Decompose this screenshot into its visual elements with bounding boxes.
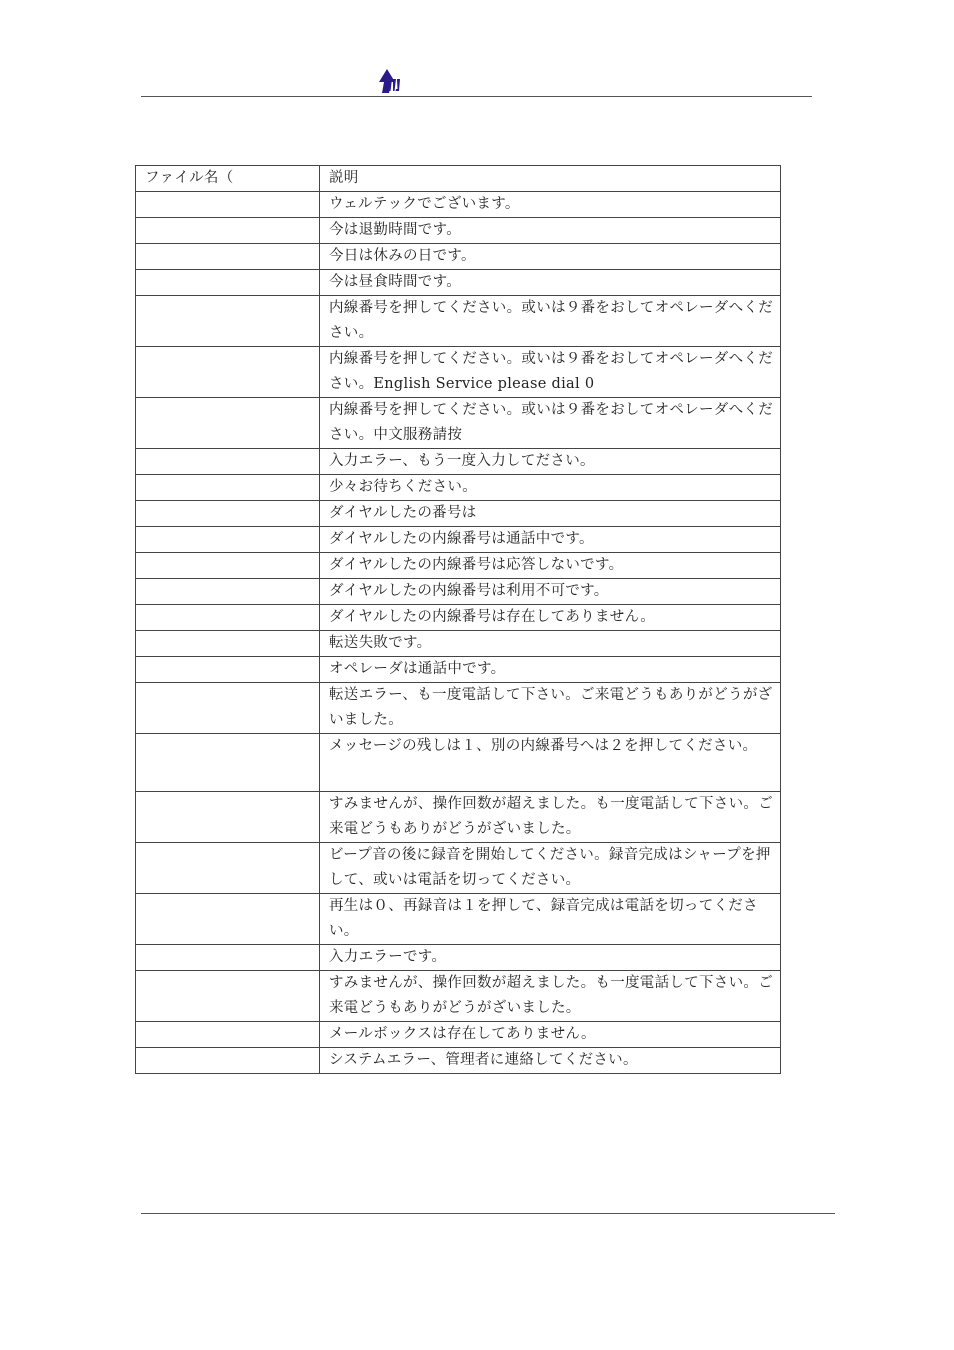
description-cell: 内線番号を押してください。或いは９番をおしてオペレーダへください。中文服務請按 bbox=[320, 398, 781, 449]
file-name-cell bbox=[136, 657, 320, 683]
table-header-row bbox=[136, 166, 781, 192]
file-name-cell bbox=[136, 579, 320, 605]
file-name-cell bbox=[136, 631, 320, 657]
description-cell: 今は退勤時間です。 bbox=[320, 218, 781, 244]
file-name-cell bbox=[136, 792, 320, 843]
description-cell: ウェルテックでございます。 bbox=[320, 192, 781, 218]
file-name-cell bbox=[136, 270, 320, 296]
header-rule bbox=[141, 96, 812, 97]
file-name-cell bbox=[136, 945, 320, 971]
file-name-cell bbox=[136, 192, 320, 218]
table-row bbox=[136, 734, 781, 792]
table-row bbox=[136, 1048, 781, 1074]
file-name-cell bbox=[136, 1022, 320, 1048]
table-row bbox=[136, 945, 781, 971]
table-row bbox=[136, 244, 781, 270]
file-name-header: ファイル名（ bbox=[136, 166, 320, 192]
description-cell: すみませんが、操作回数が超えました。も一度電話して下さい。ご来電どうもありがどうがざいました。 bbox=[320, 971, 781, 1022]
description-cell: 入力エラーです。 bbox=[320, 945, 781, 971]
file-name-cell bbox=[136, 244, 320, 270]
company-logo bbox=[376, 67, 406, 95]
table-row bbox=[136, 657, 781, 683]
file-name-cell bbox=[136, 683, 320, 734]
description-cell: メッセージの残しは１、別の内線番号へは２を押してください。 bbox=[320, 734, 781, 792]
file-name-cell bbox=[136, 218, 320, 244]
table-row bbox=[136, 398, 781, 449]
table-row bbox=[136, 527, 781, 553]
file-name-cell bbox=[136, 501, 320, 527]
description-cell: システムエラー、管理者に連絡してください。 bbox=[320, 1048, 781, 1074]
table-row bbox=[136, 605, 781, 631]
description-cell: メールボックスは存在してありません。 bbox=[320, 1022, 781, 1048]
description-cell: ビープ音の後に録音を開始してください。録音完成はシャープを押して、或いは電話を切ってください。 bbox=[320, 843, 781, 894]
table-row bbox=[136, 192, 781, 218]
description-cell: 少々お待ちください。 bbox=[320, 475, 781, 501]
table-row bbox=[136, 218, 781, 244]
table-row bbox=[136, 843, 781, 894]
description-cell: ダイヤルしたの内線番号は応答しないです。 bbox=[320, 553, 781, 579]
file-name-cell bbox=[136, 605, 320, 631]
file-name-cell bbox=[136, 475, 320, 501]
file-name-cell bbox=[136, 296, 320, 347]
description-header: 説明 bbox=[320, 166, 781, 192]
description-cell: 転送失敗です。 bbox=[320, 631, 781, 657]
description-cell: 内線番号を押してください。或いは９番をおしてオペレーダへください。 bbox=[320, 296, 781, 347]
voice-message-table bbox=[135, 165, 781, 1074]
description-cell: 入力エラー、もう一度入力してださい。 bbox=[320, 449, 781, 475]
description-cell: ダイヤルしたの内線番号は通話中です。 bbox=[320, 527, 781, 553]
table-row bbox=[136, 579, 781, 605]
file-name-cell bbox=[136, 449, 320, 475]
table-row bbox=[136, 449, 781, 475]
file-name-cell bbox=[136, 843, 320, 894]
file-name-cell bbox=[136, 894, 320, 945]
description-cell: 今日は休みの日です。 bbox=[320, 244, 781, 270]
table-row bbox=[136, 270, 781, 296]
table-row bbox=[136, 971, 781, 1022]
table-row bbox=[136, 296, 781, 347]
file-name-cell bbox=[136, 971, 320, 1022]
table-row bbox=[136, 501, 781, 527]
description-cell: すみませんが、操作回数が超えました。も一度電話して下さい。ご来電どうもありがどうがざいました。 bbox=[320, 792, 781, 843]
table-row bbox=[136, 553, 781, 579]
description-cell: オペレーダは通話中です。 bbox=[320, 657, 781, 683]
file-name-cell bbox=[136, 1048, 320, 1074]
file-name-cell bbox=[136, 347, 320, 398]
table-row bbox=[136, 1022, 781, 1048]
description-cell: ダイヤルしたの番号は bbox=[320, 501, 781, 527]
file-name-cell bbox=[136, 553, 320, 579]
table-row bbox=[136, 683, 781, 734]
description-cell: 内線番号を押してください。或いは９番をおしてオペレーダへください。English Service please dial 0 bbox=[320, 347, 781, 398]
file-name-cell bbox=[136, 734, 320, 792]
table-row bbox=[136, 894, 781, 945]
description-cell: 転送エラー、も一度電話して下さい。ご来電どうもありがどうがざいました。 bbox=[320, 683, 781, 734]
description-cell: 今は昼食時間です。 bbox=[320, 270, 781, 296]
table-row bbox=[136, 347, 781, 398]
file-name-cell bbox=[136, 527, 320, 553]
table-row bbox=[136, 475, 781, 501]
description-cell: 再生は０、再録音は１を押して、録音完成は電話を切ってください。 bbox=[320, 894, 781, 945]
description-cell: ダイヤルしたの内線番号は利用不可です。 bbox=[320, 579, 781, 605]
description-cell: ダイヤルしたの内線番号は存在してありません。 bbox=[320, 605, 781, 631]
table-row bbox=[136, 792, 781, 843]
file-name-cell bbox=[136, 398, 320, 449]
table-row bbox=[136, 631, 781, 657]
footer-rule bbox=[141, 1213, 835, 1214]
